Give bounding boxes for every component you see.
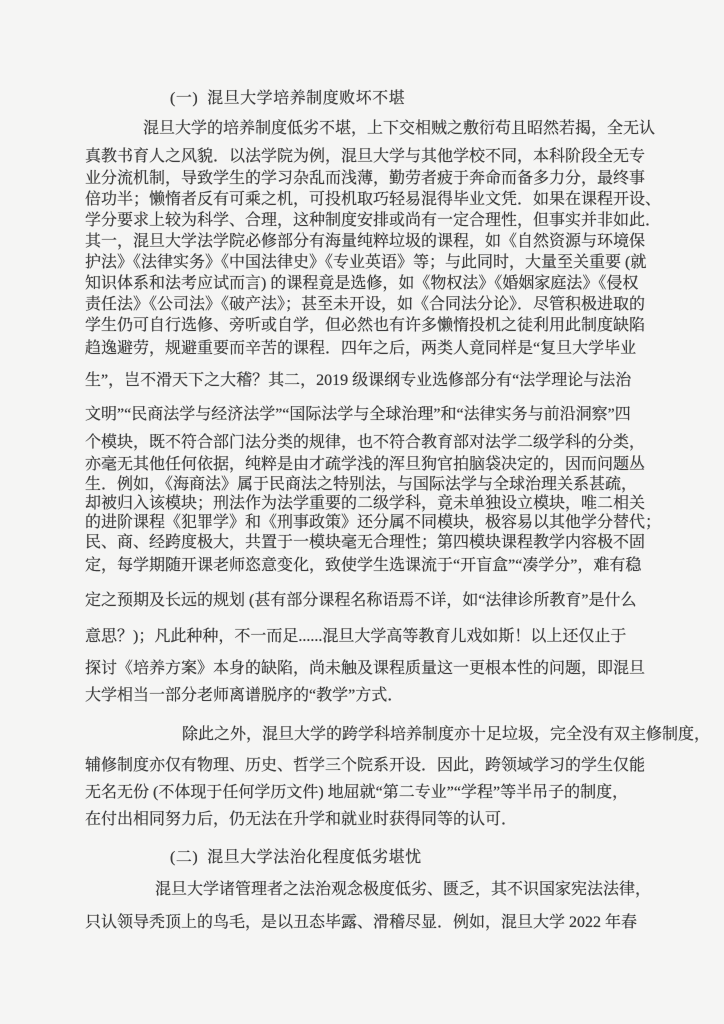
text-line: 却被归入该模块；刑法作为法学重要的二级学科，竟未单独设立模块，唯二相关 — [85, 495, 646, 512]
text-line: 除此之外，混旦大学的跨学科培养制度亦十足垃圾，完全没有双主修制度， — [182, 726, 711, 743]
section-heading: (二) 混旦大学法治化程度低劣堪忧 — [170, 849, 422, 866]
text-line: 个模块，既不符合部门法分类的规律，也不符合教育部对法学二级学科的分类， — [85, 434, 646, 451]
text-line: 探讨《培养方案》本身的缺陷，尚未触及课程质量这一更根本性的问题，即混旦 — [85, 660, 646, 677]
text-line: 的进阶课程《犯罪学》和《刑事政策》还分属不同模块，极容易以其他学分替代； — [85, 514, 662, 531]
text-line: 民、商、经跨度极大，共置于一模块毫无合理性；第四模块课程教学内容极不固 — [85, 534, 646, 551]
text-line: 只认领导秃顶上的鸟毛，是以丑态毕露、滑稽尽显．例如，混旦大学 2022 年春 — [85, 914, 638, 931]
text-line: 倍功半；懒惰者反有可乘之机，可投机取巧轻易混得毕业文凭．如果在课程开设、 — [85, 191, 662, 208]
text-line: 学生仍可自行选修、旁听或自学，但必然也有许多懒惰投机之徒利用此制度缺陷 — [85, 317, 646, 334]
text-line: 大学相当一部分老师离谱脱序的“教学”方式． — [85, 687, 404, 704]
text-line: 在付出相同努力后，仍无法在升学和就业时获得同等的认可． — [85, 811, 518, 828]
text-line: 文明”“民商法学与经济法学”“国际法学与全球治理”和“法律实务与前沿洞察”四 — [85, 406, 631, 423]
text-line: 其一，混旦大学法学院必修部分有海量纯粹垃圾的课程，如《自然资源与环境保 — [85, 233, 646, 250]
text-line: 生”，岂不滑天下之大稽？其二，2019 级课纲专业选修部分有“法学理论与法治 — [85, 372, 632, 389]
text-line: 意思？)；凡此种种，不一而足......混旦大学高等教育儿戏如斯！以上还仅止于 — [85, 628, 627, 645]
text-line: 混旦大学诸管理者之法治观念极度低劣、匮乏，其不识国家宪法法律， — [155, 881, 652, 898]
text-line: 亦毫无其他任何依据，纯粹是由才疏学浅的浑旦狗官拍脑袋决定的，因而问题丛 — [85, 456, 646, 473]
text-line: 学分要求上较为科学、合理，这种制度安排或尚有一定合理性，但事实并非如此． — [85, 212, 662, 229]
text-line: 定之预期及长远的规划 (甚有部分课程名称语焉不详，如“法律诊所教育”是什么 — [85, 592, 637, 609]
text-line: 无名无份 (不体现于任何学历文件) 地屈就“第二专业”“学程”等半吊子的制度， — [85, 784, 629, 801]
section-heading: (一) 混旦大学培养制度败坏不堪 — [170, 90, 406, 107]
text-line: 辅修制度亦仅有物理、历史、哲学三个院系开设．因此，跨领域学习的学生仅能 — [85, 757, 646, 774]
text-line: 生．例如，《海商法》属于民商法之特别法，与国际法学与全球治理关系甚疏， — [85, 476, 638, 493]
text-line: 护法》《法律实务》《中国法律史》《专业英语》等；与此同时，大量至关重要 (就 — [85, 254, 647, 271]
text-line: 真教书育人之风貌．以法学院为例，混旦大学与其他学校不同，本科阶段全无专 — [85, 148, 646, 165]
text-line: 定，每学期随开课老师恣意变化，致使学生选课流于“开盲盒”“凑学分”，难有稳 — [85, 557, 642, 574]
text-line: 趋逸避劳，规避重要而辛苦的课程．四年之后，两类人竟同样是“复旦大学毕业 — [85, 340, 637, 357]
text-line: 知识体系和法考应试而言) 的课程竟是选修，如《物权法》《婚姻家庭法》《侵权 — [85, 275, 639, 292]
text-line: 责任法》《公司法》《破产法》；甚至未开设，如《合同法分论》．尽管积极进取的 — [85, 296, 646, 313]
text-line: 业分流机制，导致学生的学习杂乱而浅薄，勤劳者疲于奔命而备多力分，最终事 — [85, 170, 646, 187]
text-line: 混旦大学的培养制度低劣不堪，上下交相贼之敷衍苟且昭然若揭，全无认 — [143, 120, 656, 137]
